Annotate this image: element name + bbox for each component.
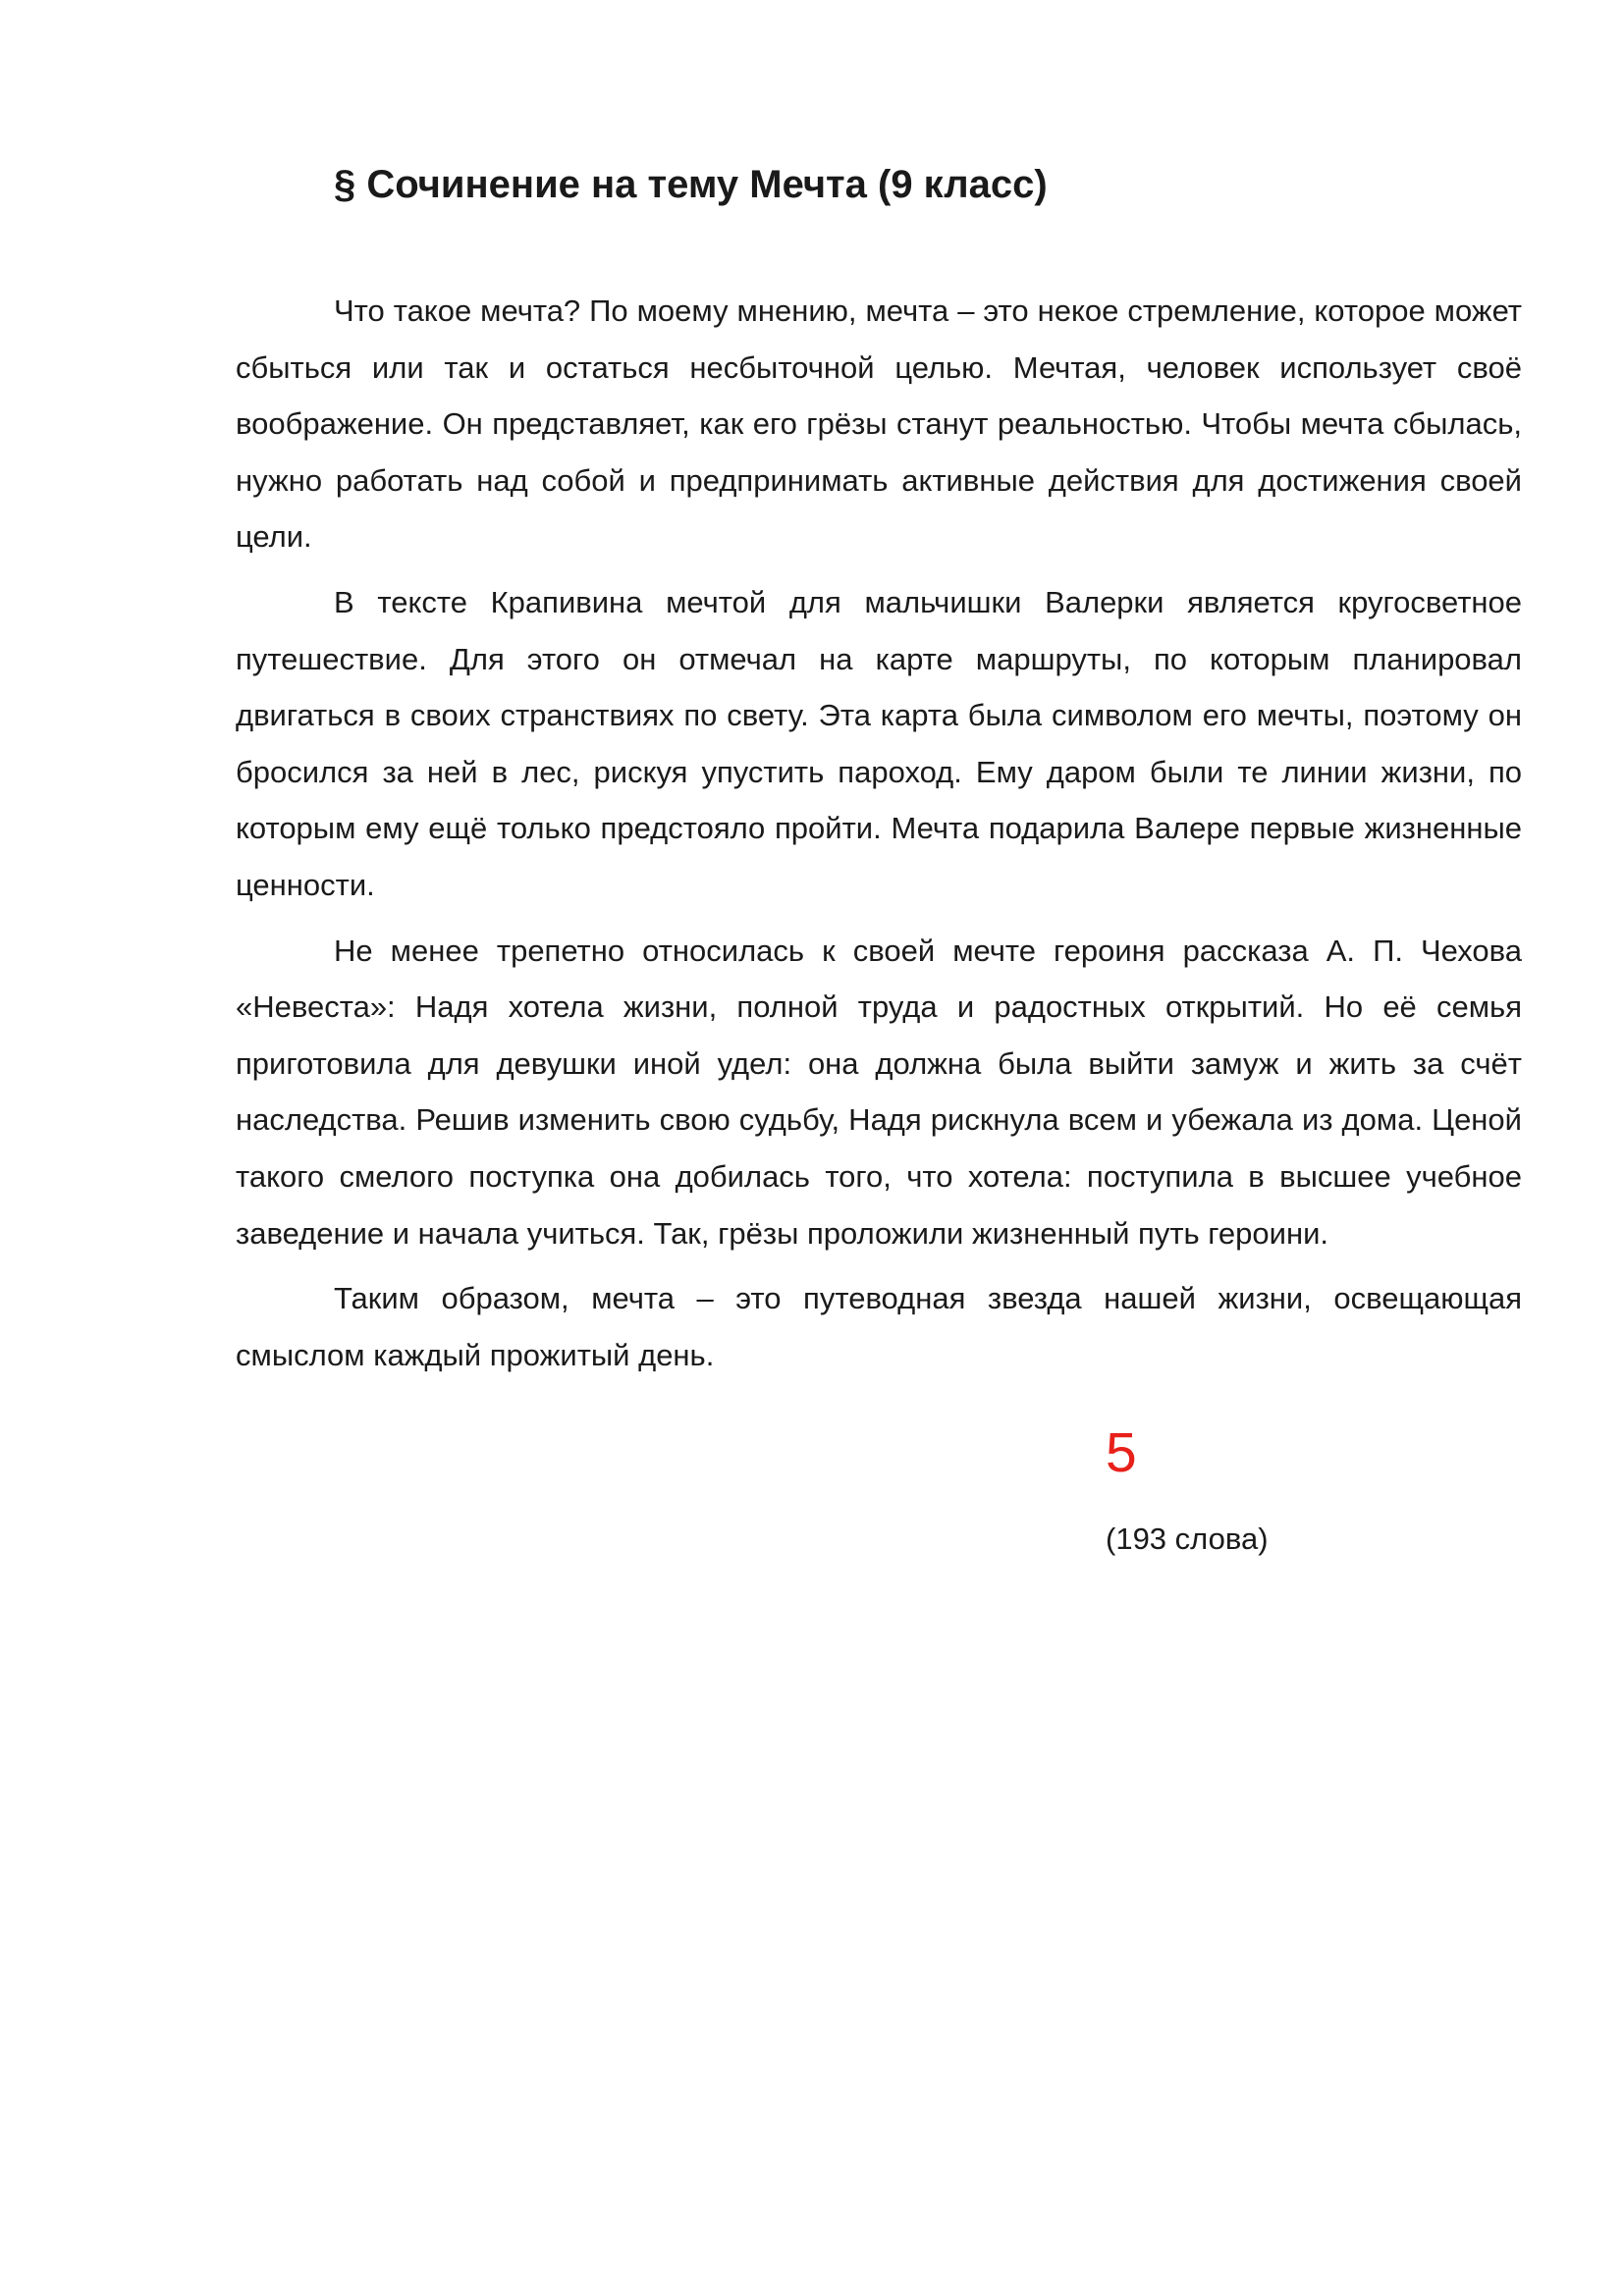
essay-body — [236, 283, 1522, 1392]
paragraph-4: Таким образом, мечта – это путеводная звезда нашей жизни, освещающая смыслом каждый прожитый день. — [236, 1281, 1522, 1372]
paragraph-1: Что такое мечта? По моему мнению, мечта – это некое стремление, которое может сбыться или так и остаться несбыточной целью. Мечтая, человек использует своё воображение. Он представляет, как его грёзы станут реальностью. Чтобы мечта сбылась, нужно работать над собой и предпринимать активные действия для достижения своей цели. — [236, 294, 1522, 555]
grade-mark: 5 — [1106, 1421, 1137, 1484]
word-count: (193 слова) — [1106, 1522, 1269, 1556]
essay-title: § Сочинение на тему Мечта (9 класс) — [334, 163, 1048, 206]
paragraph-3: Не менее трепетно относилась к своей мечте героиня рассказа А. П. Чехова «Невеста»: Надя хотела жизни, полной труда и радостных открытий. Но её семья приготовила для девушки иной удел: она должна была выйти замуж и жить за счёт наследства. Решив изменить свою судьбу, Надя рискнула всем и убежала из дома. Ценой такого смелого поступка она добилась того, что хотела: поступила в высшее учебное заведение и начала учиться. Так, грёзы проложили жизненный путь героини. — [236, 933, 1522, 1251]
paragraph-2: В тексте Крапивина мечтой для мальчишки Валерки является кругосветное путешествие. Для этого он отмечал на карте маршруты, по которым планировал двигаться в своих странствиях по свету. Эта карта была символом его мечты, поэтому он бросился за ней в лес, рискуя упустить пароход. Ему даром были те линии жизни, по которым ему ещё только предстояло пройти. Мечта подарила Валере первые жизненные ценности. — [236, 584, 1522, 902]
